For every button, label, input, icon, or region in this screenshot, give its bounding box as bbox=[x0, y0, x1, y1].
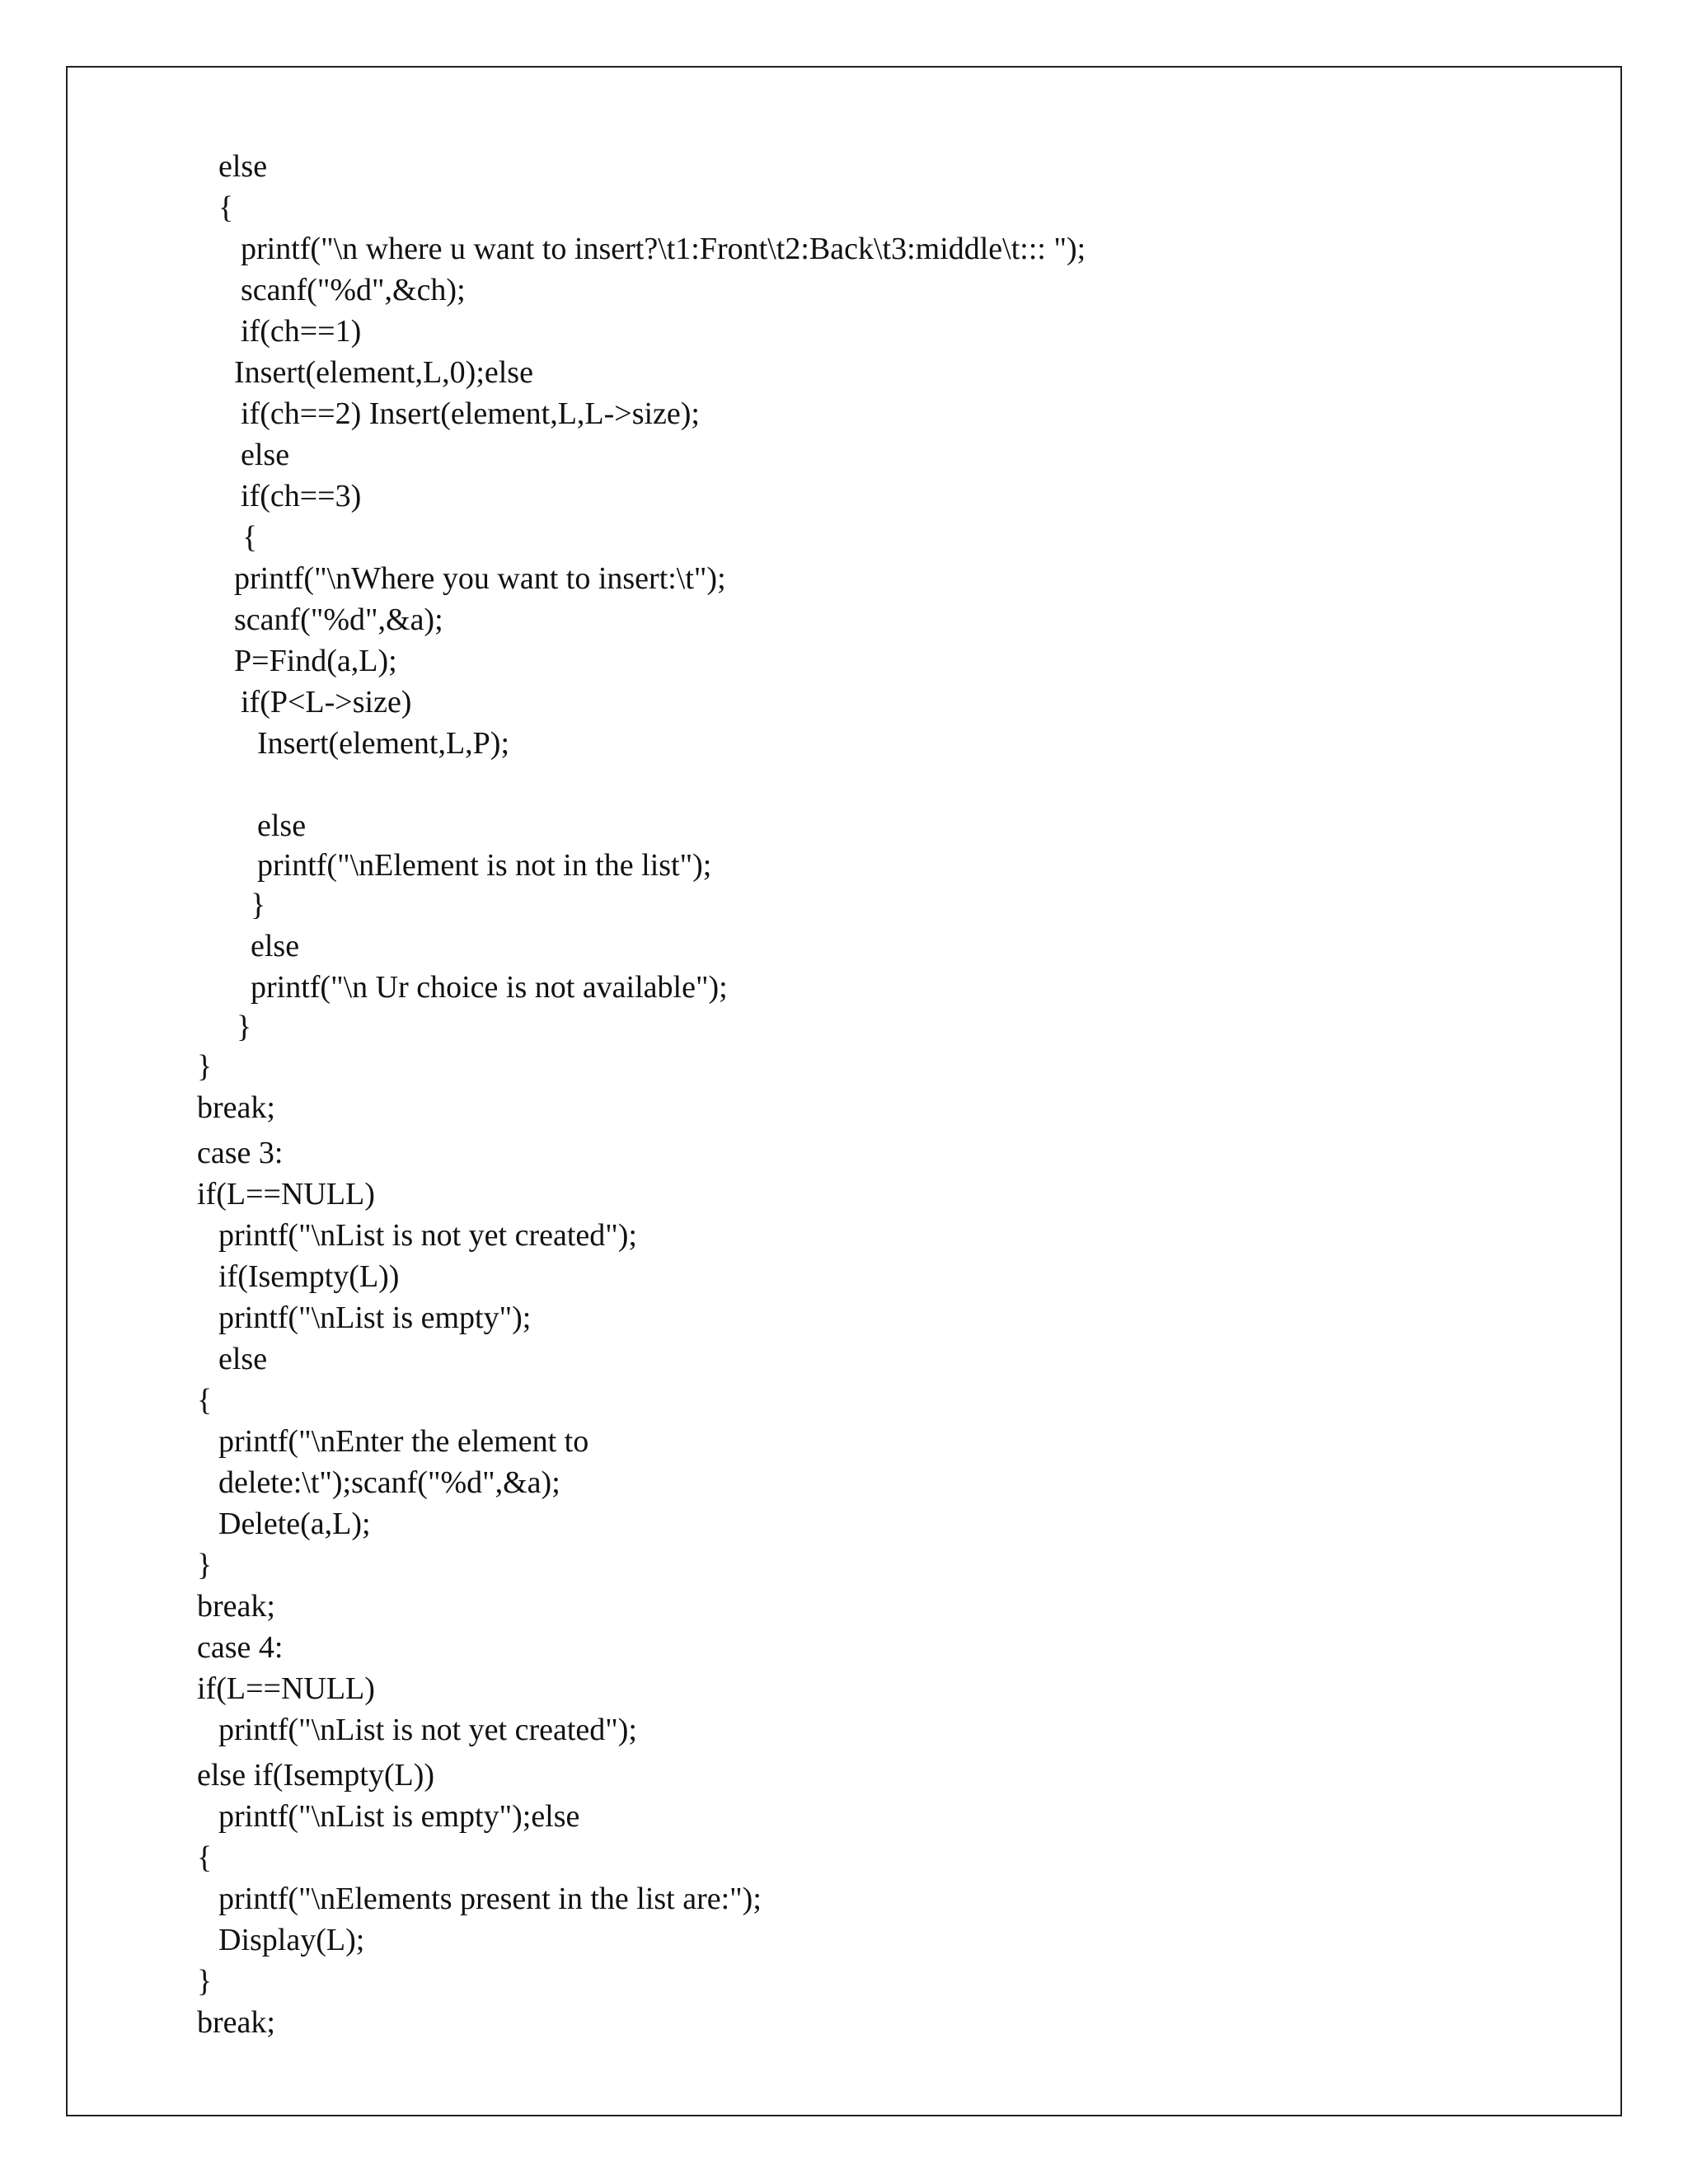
code-line: printf("\n Ur choice is not available"); bbox=[251, 970, 728, 1005]
code-line: if(ch==3) bbox=[241, 479, 362, 513]
code-line: if(L==NULL) bbox=[197, 1671, 375, 1706]
code-line: printf("\nList is not yet created"); bbox=[218, 1218, 637, 1253]
code-line: { bbox=[218, 190, 234, 225]
code-line: if(P<L->size) bbox=[241, 685, 412, 719]
code-line: break; bbox=[197, 2005, 275, 2040]
code-line: if(L==NULL) bbox=[197, 1177, 375, 1212]
code-line: delete:\t");scanf("%d",&a); bbox=[218, 1465, 560, 1500]
code-line: case 3: bbox=[197, 1136, 284, 1170]
code-line: else bbox=[241, 438, 290, 472]
code-line: else bbox=[218, 1342, 268, 1376]
code-line: else bbox=[218, 149, 268, 184]
code-line: } bbox=[197, 1548, 213, 1582]
code-line: { bbox=[197, 1383, 213, 1418]
code-line: } bbox=[197, 1964, 213, 1999]
code-line: if(ch==2) Insert(element,L,L->size); bbox=[241, 396, 700, 431]
code-line: case 4: bbox=[197, 1630, 284, 1665]
code-line: printf("\nList is empty"); bbox=[218, 1301, 532, 1335]
code-line: break; bbox=[197, 1589, 275, 1624]
code-line: printf("\n where u want to insert?\t1:Front\t2:Back\t3:middle\t::: "); bbox=[241, 232, 1086, 266]
code-line: printf("\nElement is not in the list"); bbox=[257, 848, 712, 883]
code-line: if(ch==1) bbox=[241, 314, 362, 349]
code-line: printf("\nList is not yet created"); bbox=[218, 1713, 637, 1747]
code-line: Delete(a,L); bbox=[218, 1507, 371, 1541]
code-line: scanf("%d",&a); bbox=[234, 602, 443, 637]
code-line: printf("\nList is empty");else bbox=[218, 1799, 580, 1834]
code-line: { bbox=[242, 520, 258, 555]
code-line: } bbox=[197, 1049, 213, 1084]
code-line: if(Isempty(L)) bbox=[218, 1259, 400, 1294]
code-line: scanf("%d",&ch); bbox=[241, 273, 466, 307]
code-line: { bbox=[197, 1840, 213, 1875]
code-line: } bbox=[251, 888, 266, 922]
code-line: } bbox=[237, 1010, 252, 1044]
code-line: else bbox=[251, 929, 300, 963]
page-border bbox=[66, 66, 1622, 2116]
code-line: else bbox=[257, 808, 307, 843]
code-line: Insert(element,L,0);else bbox=[234, 355, 533, 390]
code-line: P=Find(a,L); bbox=[234, 644, 397, 678]
code-line: Insert(element,L,P); bbox=[257, 726, 510, 761]
code-line: Display(L); bbox=[218, 1923, 365, 1957]
code-line: else if(Isempty(L)) bbox=[197, 1758, 435, 1793]
code-line: printf("\nEnter the element to bbox=[218, 1424, 589, 1459]
code-line: printf("\nWhere you want to insert:\t"); bbox=[234, 561, 726, 596]
code-listing bbox=[68, 68, 1620, 2115]
code-line: break; bbox=[197, 1090, 275, 1125]
code-line: printf("\nElements present in the list are:"); bbox=[218, 1882, 762, 1916]
